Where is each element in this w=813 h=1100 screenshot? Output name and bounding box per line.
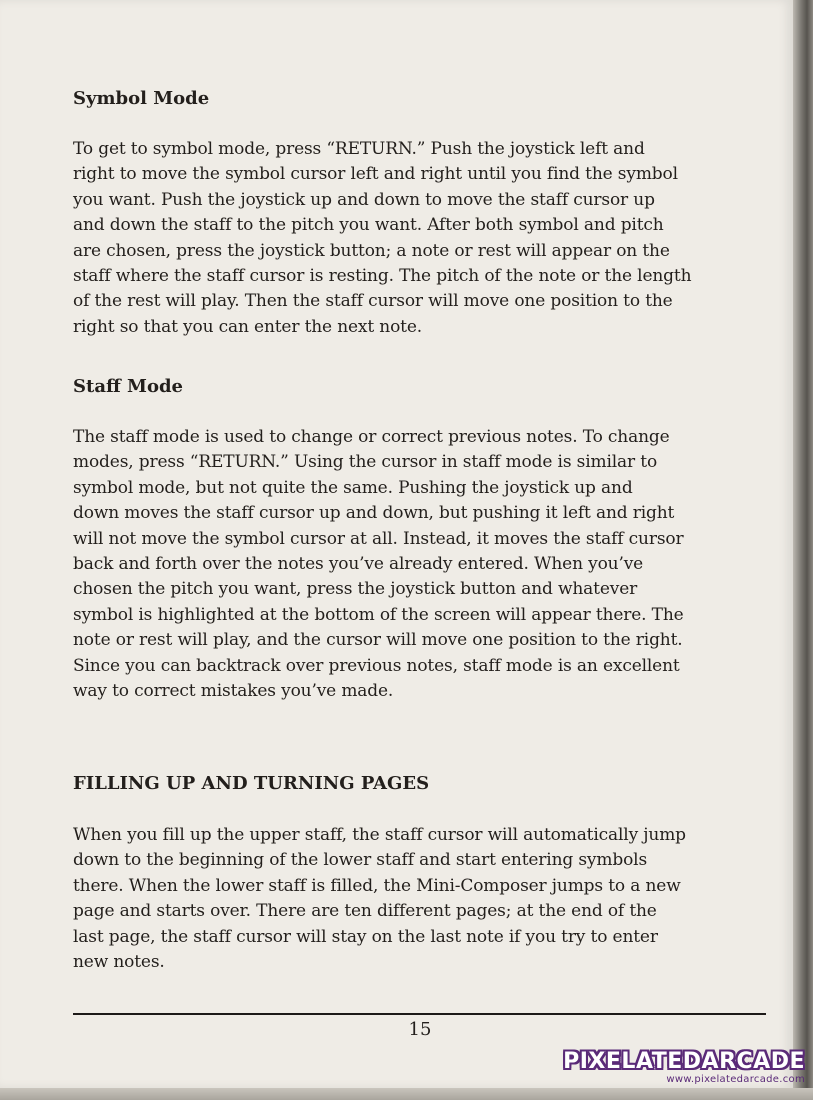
text-line: chosen the pitch you want, press the joystick button and whatever <box>73 579 638 600</box>
text-line: When you fill up the upper staff, the staff cursor will automatically jump <box>73 825 686 845</box>
watermark-url: www.pixelatedarcade.com <box>666 1074 805 1085</box>
text-line: down moves the staff cursor up and down, but pushing it left and right <box>73 503 675 524</box>
text-line: back and forth over the notes you’ve already entered. When you’ve <box>73 554 644 575</box>
text-line: last page, the staff cursor will stay on the last note if you try to enter <box>73 926 658 947</box>
text-line: To get to symbol mode, press “RETURN.” Push the joystick left and <box>73 139 645 159</box>
text-line: right so that you can enter the next note. <box>73 316 423 337</box>
text-line: Since you can backtrack over previous notes, staff mode is an excellent <box>73 655 680 676</box>
paragraph-staff-mode <box>73 425 684 704</box>
page-binding <box>793 0 813 1100</box>
text-line: way to correct mistakes you’ve made. <box>73 681 394 702</box>
watermark <box>563 1050 805 1086</box>
heading-filling-up-and-turning-pages: FILLING UP AND TURNING PAGES <box>73 773 430 794</box>
text-line: there. When the lower staff is filled, the Mini-Composer jumps to a new <box>73 875 681 896</box>
text-line: modes, press “RETURN.” Using the cursor in staff mode is similar to <box>73 452 658 473</box>
text-line: page and starts over. There are ten different pages; at the end of the <box>73 901 657 922</box>
text-line: symbol is highlighted at the bottom of the screen will appear there. The <box>73 604 684 625</box>
text-line: right to move the symbol cursor left and right until you find the symbol <box>73 164 678 185</box>
heading-staff-mode: Staff Mode <box>73 376 183 397</box>
text-line: are chosen, press the joystick button; a note or rest will appear on the <box>73 240 670 261</box>
text-line: staff where the staff cursor is resting. The pitch of the note or the length <box>73 266 692 287</box>
text-line: will not move the symbol cursor at all. Instead, it moves the staff cursor <box>73 528 684 549</box>
text-line: symbol mode, but not quite the same. Pushing the joystick up and <box>73 477 633 498</box>
text-line: The staff mode is used to change or correct previous notes. To change <box>73 427 670 447</box>
watermark-logo: PIXELATEDARCADE <box>563 1049 805 1074</box>
paragraph-symbol-mode <box>73 137 691 340</box>
paragraph-filling-up <box>73 823 686 975</box>
footer-rule <box>73 1013 766 1015</box>
text-line: and down the staff to the pitch you want. After both symbol and pitch <box>73 215 664 236</box>
heading-symbol-mode: Symbol Mode <box>73 88 210 109</box>
text-line: note or rest will play, and the cursor will move one position to the right. <box>73 630 683 651</box>
page-bottom-edge <box>0 1088 813 1100</box>
text-line: you want. Push the joystick up and down to move the staff cursor up <box>73 189 655 210</box>
text-line: of the rest will play. Then the staff cursor will move one position to the <box>73 291 673 312</box>
page-number: 15 <box>408 1019 432 1040</box>
text-line: new notes. <box>73 952 165 973</box>
text-line: down to the beginning of the lower staff and start entering symbols <box>73 850 648 871</box>
